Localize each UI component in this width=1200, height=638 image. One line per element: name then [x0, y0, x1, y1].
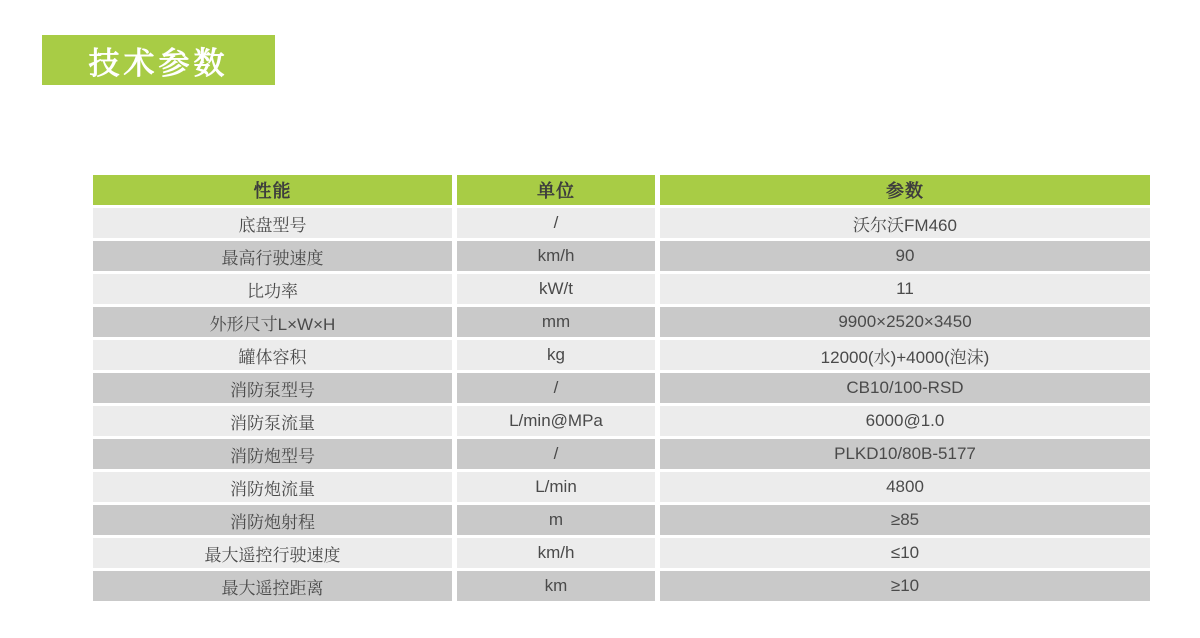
spec-table	[93, 175, 1150, 601]
row-unit-cell: km	[457, 571, 655, 601]
row-value-cell: ≥10	[660, 571, 1150, 601]
row-unit-cell: kg	[457, 340, 655, 370]
row-name-cell: 最大遥控行驶速度	[93, 538, 452, 568]
section-title: 技术参数	[88, 45, 229, 81]
row-name-cell: 罐体容积	[93, 340, 452, 370]
row-unit-cell: km/h	[457, 538, 655, 568]
row-value-cell: ≥85	[660, 505, 1150, 535]
row-value-cell: 12000(水)+4000(泡沫)	[660, 340, 1150, 370]
row-value-cell: ≤10	[660, 538, 1150, 568]
row-unit-cell: L/min@MPa	[457, 406, 655, 436]
row-value-cell: 90	[660, 241, 1150, 271]
row-unit-cell: L/min	[457, 472, 655, 502]
row-name-cell: 消防炮流量	[93, 472, 452, 502]
col-header-parameter: 参数	[660, 175, 1150, 205]
row-name-cell: 比功率	[93, 274, 452, 304]
row-name-cell: 最大遥控距离	[93, 571, 452, 601]
row-value-cell: 4800	[660, 472, 1150, 502]
row-unit-cell: m	[457, 505, 655, 535]
col-header-performance: 性能	[93, 175, 452, 205]
row-name-cell: 消防泵流量	[93, 406, 452, 436]
col-header-unit: 单位	[457, 175, 655, 205]
row-value-cell: PLKD10/80B-5177	[660, 439, 1150, 469]
row-name-cell: 底盘型号	[93, 208, 452, 238]
row-unit-cell: /	[457, 439, 655, 469]
row-name-cell: 最高行驶速度	[93, 241, 452, 271]
row-unit-cell: /	[457, 373, 655, 403]
row-name-cell: 消防泵型号	[93, 373, 452, 403]
row-value-cell: 6000@1.0	[660, 406, 1150, 436]
row-unit-cell: mm	[457, 307, 655, 337]
row-unit-cell: kW/t	[457, 274, 655, 304]
row-name-cell: 消防炮型号	[93, 439, 452, 469]
row-unit-cell: km/h	[457, 241, 655, 271]
row-value-cell: 沃尔沃FM460	[660, 208, 1150, 238]
row-value-cell: 11	[660, 274, 1150, 304]
row-name-cell: 消防炮射程	[93, 505, 452, 535]
row-unit-cell: /	[457, 208, 655, 238]
row-name-cell: 外形尺寸L×W×H	[93, 307, 452, 337]
row-value-cell: CB10/100-RSD	[660, 373, 1150, 403]
row-value-cell: 9900×2520×3450	[660, 307, 1150, 337]
section-title-badge	[42, 35, 275, 85]
